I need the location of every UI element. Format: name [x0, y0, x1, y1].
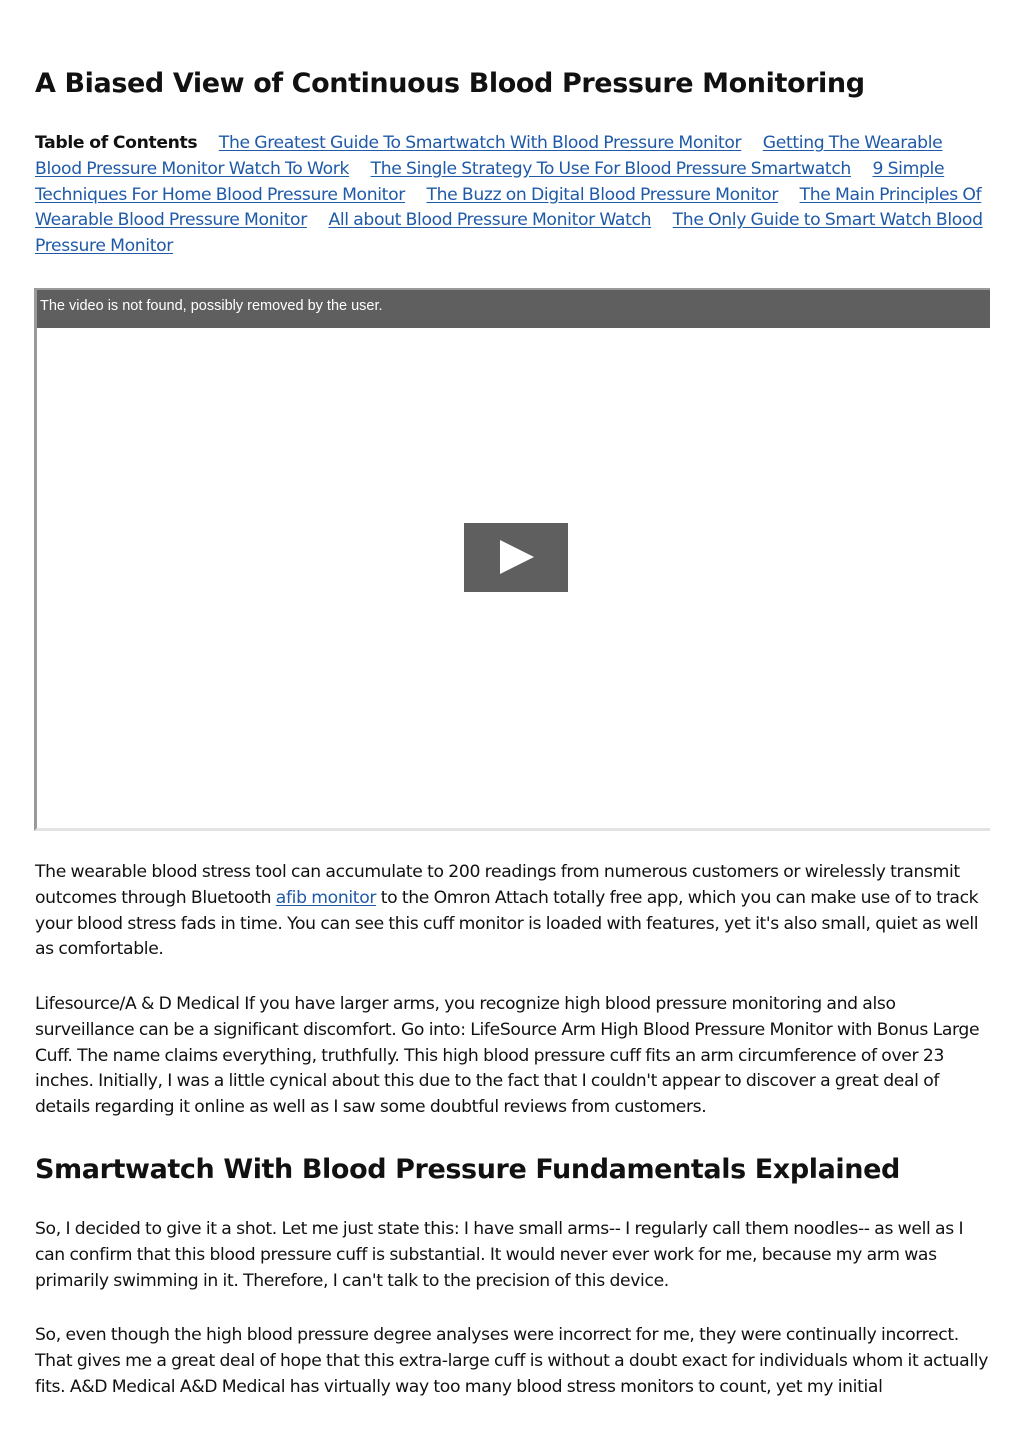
toc-link-home-monitor[interactable]: 9 Simple Techniques For Home Blood Pressure Monitor — [35, 158, 945, 205]
play-button[interactable] — [464, 523, 568, 592]
toc-heading: Table of Contents — [35, 133, 198, 153]
toc-link-monitor-watch[interactable]: All about Blood Pressure Monitor Watch — [328, 210, 652, 231]
paragraph-text-before-link: The wearable blood stress tool can accumulate to 200 readings from numerous customers or wirelessly transmit outcomes through Bluetooth — [35, 862, 960, 908]
body-paragraph-small-arms: So, I decided to give it a shot. Let me just state this: I have small arms-- I regularly call them noodles-- as well as I can confirm that this blood pressure cuff is substantial. It would never ever work for me, because my arm was primarily swimming in it. Therefore, I can't talk to the precision of this device. — [35, 1219, 964, 1291]
afib-monitor-link[interactable]: afib monitor — [275, 887, 377, 908]
paragraph-text-after-link: to the Omron Attach totally free app, which you can make use of to track your blood stress fads in time. You can see this cuff monitor is loaded with features, yet it's also small, quiet as well as comfortable. — [35, 887, 979, 960]
play-icon — [500, 540, 534, 574]
video-not-found-message: The video is not found, possibly removed by the user. — [40, 298, 383, 314]
page-title: A Biased View of Continuous Blood Pressure Monitoring — [35, 68, 865, 99]
toc-link-digital-monitor[interactable]: The Buzz on Digital Blood Pressure Monitor — [426, 184, 779, 205]
toc-link-smartwatch-guide[interactable]: The Greatest Guide To Smartwatch With Blood Pressure Monitor — [218, 133, 742, 153]
video-notice-bar — [37, 290, 990, 328]
body-paragraph-accuracy: So, even though the high blood pressure degree analyses were incorrect for me, they were continually incorrect. That gives me a great deal of hope that this extra-large cuff is without a doubt exact for individuals whom it actually fits. A&D Medical A&D Medical has virtually way too many blood stress monitors to count, yet my initial — [35, 1325, 989, 1397]
toc-link-smart-watch-guide[interactable]: The Only Guide to Smart Watch Blood Pressure Monitor — [35, 210, 983, 257]
video-player[interactable] — [34, 288, 990, 831]
toc-link-wearable-principles[interactable]: The Main Principles Of Wearable Blood Pressure Monitor — [35, 184, 982, 231]
section-heading: Smartwatch With Blood Pressure Fundamentals Explained — [35, 1154, 900, 1185]
table-of-contents — [35, 131, 990, 260]
toc-link-wearable-monitor-watch[interactable]: Getting The Wearable Blood Pressure Monitor Watch To Work — [35, 133, 943, 179]
body-paragraph-lifesource: Lifesource/A & D Medical If you have larger arms, you recognize high blood pressure monitoring and also surveillance can be a significant discomfort. Go into: LifeSource Arm High Blood Pressure Monitor with Bonus Large Cuff. The name claims everything, truthfully. This high blood pressure cuff fits an arm circumference of over 23 inches. Initially, I was a little cynical about this due to the fact that I couldn't appear to discover a great deal of details regarding it online as well as I saw some doubtful reviews from customers. — [35, 994, 980, 1118]
toc-link-blood-pressure-smartwatch[interactable]: The Single Strategy To Use For Blood Pressure Smartwatch — [370, 158, 851, 179]
body-paragraph-wearable-tool — [35, 860, 990, 963]
